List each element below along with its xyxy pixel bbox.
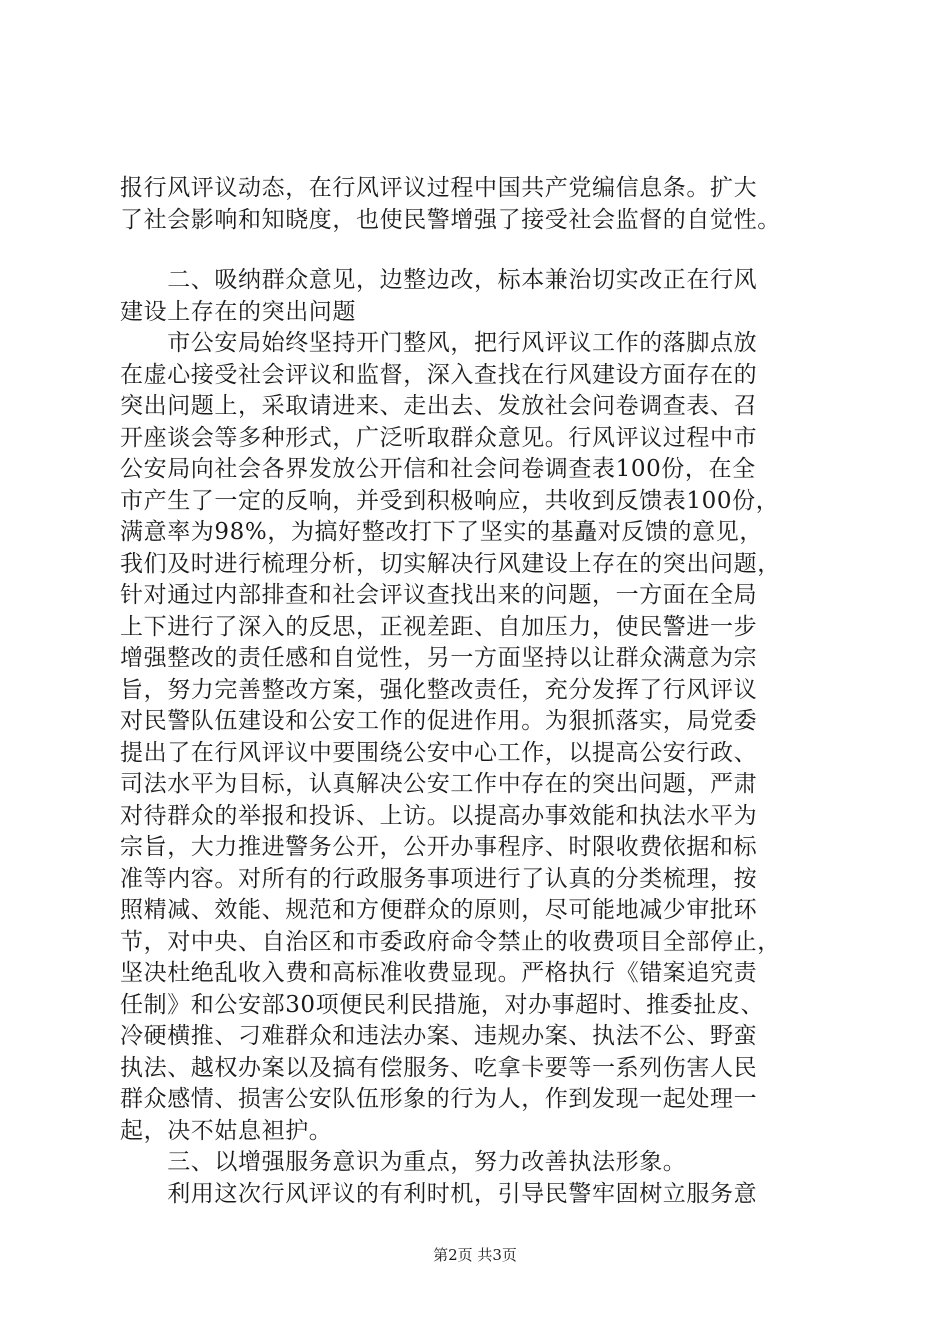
- text-line: 司法水平为目标，认真解决公安工作中存在的突出问题，严肃: [120, 771, 758, 797]
- text-line: 开座谈会等多种形式，广泛听取群众意见。行风评议过程中市: [120, 424, 758, 451]
- text-line: 对待群众的举报和投诉、上访。以提高办事效能和执法水平为: [120, 802, 758, 829]
- text-line: 任制》和公安部30项便民利民措施，对办事超时、推委扯皮、: [120, 991, 765, 1018]
- text-line: 旨，努力完善整改方案，强化整改责任，充分发挥了行风评议: [120, 676, 758, 703]
- text-line: 我们及时进行梳理分析，切实解决行风建设上存在的突出问题，: [120, 550, 781, 577]
- paragraph-intro: [120, 173, 840, 236]
- text-line: 在虚心接受社会评议和监督，深入查找在行风建设方面存在的: [120, 361, 758, 388]
- text-line: 节，对中央、自治区和市委政府命令禁止的收费项目全部停止，: [120, 928, 781, 955]
- text-line: 群众感情、损害公安队伍形象的行为人，作到发现一起处理一: [120, 1086, 758, 1112]
- text-line: 冷硬横推、刁难群众和违法办案、违规办案、执法不公、野蛮: [120, 1023, 758, 1049]
- section-heading: 建设上存在的突出问题: [120, 298, 356, 325]
- text-line: 报行风评议动态，在行风评议过程中国共产党编信息条。扩大: [120, 175, 758, 201]
- text-line: 坚决杜绝乱收入费和高标准收费显现。严格执行《错案追究责: [120, 960, 758, 986]
- text-line: 满意率为98%，为搞好整改打下了坚实的基矗对反馈的意见，: [120, 519, 763, 545]
- text-line: 提出了在行风评议中要围绕公安中心工作，以提高公安行政、: [120, 739, 758, 766]
- text-line: 上下进行了深入的反思，正视差距、自加压力，使民警进一步: [120, 613, 758, 640]
- section-heading: 三、以增强服务意识为重点，努力改善执法形象。: [120, 1149, 687, 1175]
- text-line: 市公安局始终坚持开门整风，把行风评议工作的落脚点放: [120, 330, 758, 356]
- text-line: 公安局向社会各界发放公开信和社会问卷调查表100份，在全: [120, 456, 756, 482]
- document-body: [120, 265, 840, 1210]
- text-line: 对民警队伍建设和公安工作的促进作用。为狠抓落实，局党委: [120, 708, 758, 734]
- text-line: 利用这次行风评议的有利时机，引导民警牢固树立服务意: [120, 1180, 758, 1207]
- text-line: 针对通过内部排查和社会评议查找出来的问题，一方面在全局: [120, 582, 758, 608]
- page-footer: 第2页 共3页: [433, 1246, 517, 1264]
- text-line: 准等内容。对所有的行政服务事项进行了认真的分类梳理，按: [120, 865, 758, 892]
- text-line: 照精减、效能、规范和方便群众的原则，尽可能地减少审批环: [120, 897, 758, 923]
- text-line: 宗旨，大力推进警务公开，公开办事程序、时限收费依据和标: [120, 834, 758, 860]
- text-line: 了社会影响和知晓度，也使民警增强了接受社会监督的自觉性。: [120, 206, 781, 233]
- text-line: 起，决不姑息袒护。: [120, 1117, 333, 1144]
- text-line: 增强整改的责任感和自觉性，另一方面坚持以让群众满意为宗: [120, 645, 758, 671]
- text-line: 执法、越权办案以及搞有偿服务、吃拿卡要等一系列伤害人民: [120, 1054, 758, 1081]
- text-line: 突出问题上，采取请进来、走出去、发放社会问卷调查表、召: [120, 393, 758, 419]
- text-line: 市产生了一定的反响，并受到积极响应，共收到反馈表100份，: [120, 487, 780, 514]
- section-heading: 二、吸纳群众意见，边整边改，标本兼治切实改正在行风: [120, 267, 758, 293]
